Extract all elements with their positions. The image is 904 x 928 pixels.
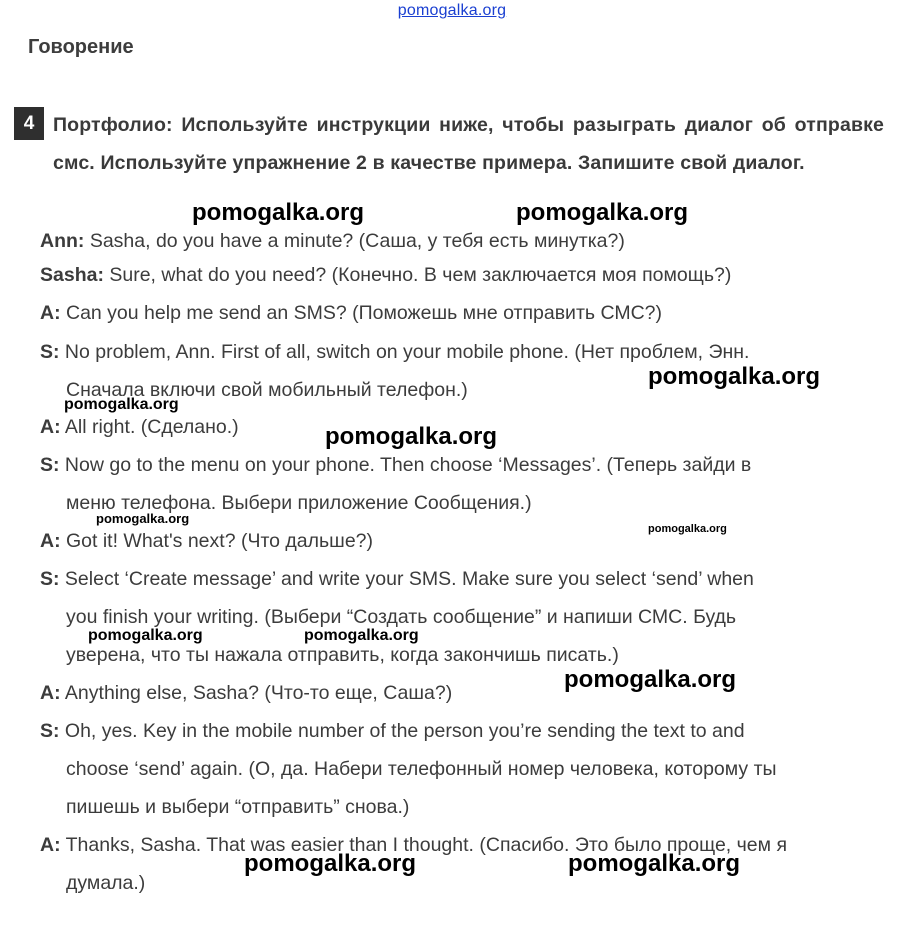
watermark: pomogalka.org xyxy=(96,511,190,526)
dialogue-line xyxy=(40,674,884,712)
line-text: Sasha, do you have a minute? (Саша, у тебя есть минутка?) xyxy=(84,230,625,252)
line-continuation: you finish your writing. (Выбери “Создать сообщение” и напиши СМС. Будь xyxy=(66,606,737,628)
line-continuation: меню телефона. Выбери приложение Сообщения.) xyxy=(66,492,532,514)
watermark: pomogalka.org xyxy=(568,850,741,877)
watermark: pomogalka.org xyxy=(192,199,365,226)
line-text: Anything else, Sasha? (Что-то еще, Саша?) xyxy=(60,682,453,704)
line-text: Oh, yes. Key in the mobile number of the person you’re sending the text to and xyxy=(59,720,745,742)
speaker-label: S: xyxy=(40,341,60,363)
speaker-label: A: xyxy=(40,416,61,438)
line-continuation: думала.) xyxy=(66,872,146,894)
dialogue-line xyxy=(40,256,884,294)
section-title: Говорение xyxy=(28,36,134,58)
speaker-label: S: xyxy=(40,454,60,476)
speaker-label: Ann: xyxy=(40,230,85,252)
site-link[interactable]: pomogalka.org xyxy=(397,2,507,19)
exercise-number-badge: 4 xyxy=(14,107,44,140)
exercise-instructions: Портфолио: Используйте инструкции ниже, чтобы разыграть диалог об отправке смс. Используйте упражнение 2 в качестве примера. Запишите свой диалог. xyxy=(53,114,884,174)
dialogue-line xyxy=(40,712,884,826)
watermark: pomogalka.org xyxy=(64,396,179,413)
watermark: pomogalka.org xyxy=(304,627,419,644)
line-text: Now go to the menu on your phone. Then choose ‘Messages’. (Теперь зайди в xyxy=(59,454,752,476)
speaker-label: Sasha: xyxy=(40,264,104,286)
speaker-label: A: xyxy=(40,682,61,704)
speaker-label: S: xyxy=(40,568,60,590)
line-text: Got it! What's next? (Что дальше?) xyxy=(60,530,374,552)
line-continuation: уверена, что ты нажала отправить, когда закончишь писать.) xyxy=(66,644,619,666)
dialogue-line xyxy=(40,222,884,260)
line-text: Sure, what do you need? (Конечно. В чем заключается моя помощь?) xyxy=(103,264,732,286)
line-continuation: Сначала включи свой мобильный телефон.) xyxy=(66,379,468,401)
watermark: pomogalka.org xyxy=(648,523,727,535)
watermark: pomogalka.org xyxy=(244,850,417,877)
watermark: pomogalka.org xyxy=(516,199,689,226)
watermark: pomogalka.org xyxy=(88,627,203,644)
dialogue-line xyxy=(40,294,884,332)
speaker-label: A: xyxy=(40,834,61,856)
dialogue-line xyxy=(40,826,884,902)
line-text: No problem, Ann. First of all, switch on your mobile phone. (Нет проблем, Энн. xyxy=(59,341,750,363)
line-text: Thanks, Sasha. That was easier than I thought. (Спасибо. Это было проще, чем я xyxy=(60,834,788,856)
speaker-label: A: xyxy=(40,302,61,324)
dialogue-line xyxy=(40,560,884,674)
watermark: pomogalka.org xyxy=(564,666,737,693)
dialogue-line xyxy=(40,522,884,560)
line-continuation: пишешь и выбери “отправить” снова.) xyxy=(66,796,410,818)
watermark: pomogalka.org xyxy=(648,363,821,390)
line-continuation: choose ‘send’ again. (О, да. Набери телефонный номер человека, которому ты xyxy=(66,758,777,780)
line-text: Can you help me send an SMS? (Поможешь мне отправить СМС?) xyxy=(60,302,662,324)
line-text: All right. (Сделано.) xyxy=(60,416,239,438)
line-text: Select ‘Create message’ and write your SMS. Make sure you select ‘send’ when xyxy=(59,568,754,590)
speaker-label: A: xyxy=(40,530,61,552)
watermark: pomogalka.org xyxy=(325,423,498,450)
speaker-label: S: xyxy=(40,720,60,742)
